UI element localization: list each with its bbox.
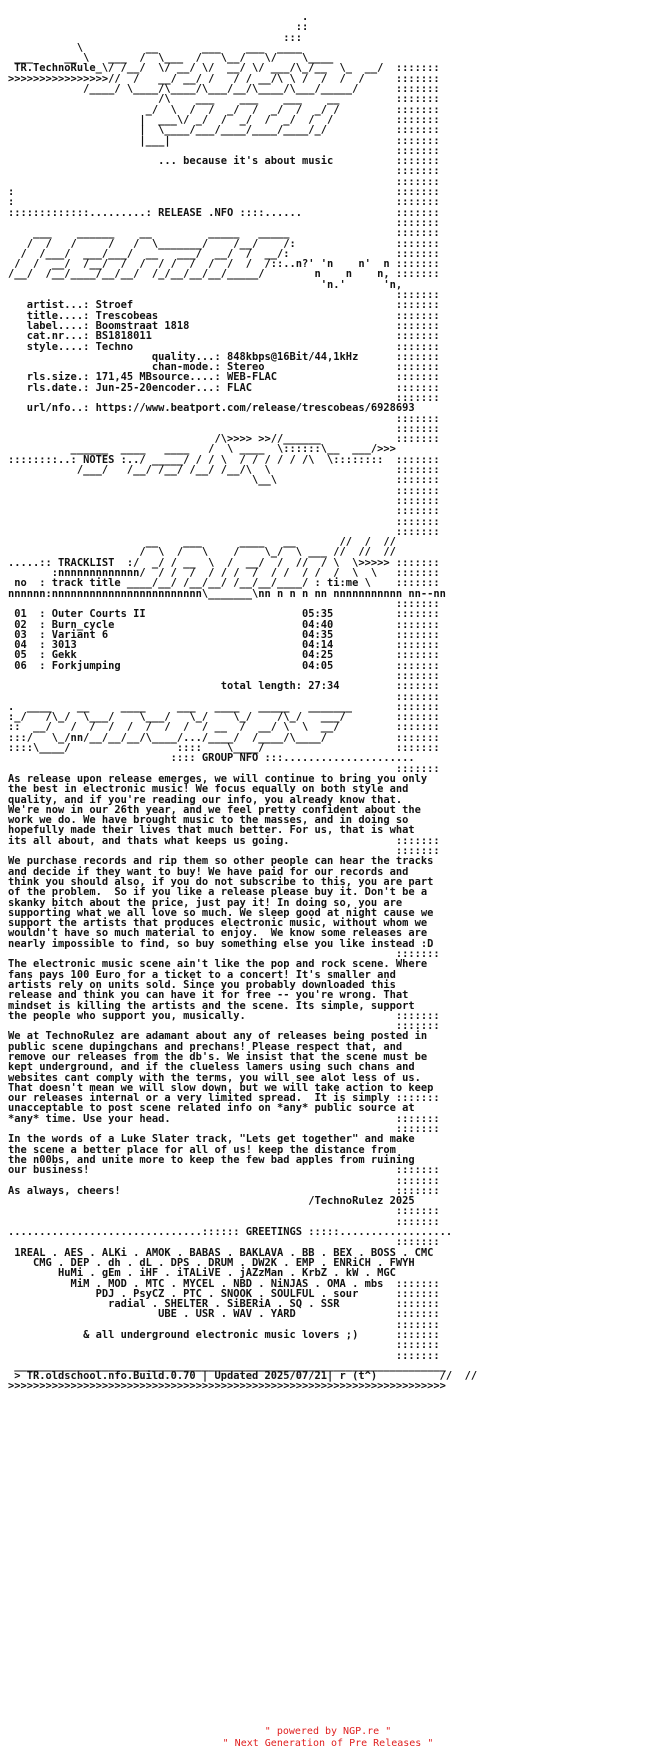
nfo-line: ::::::: xyxy=(8,515,440,528)
nfo-line: /__/ /__/____/__/__/ /_/__/__/__/_____/ n n n, ::::::: xyxy=(8,268,440,281)
group-nfo-paragraph: public scene dupingchans and prechans! Please respect that, and xyxy=(8,1040,403,1053)
nfo-line: ::::::: xyxy=(8,690,440,703)
group-nfo-paragraph: supporting what we all love so much. We sleep good at night cause we xyxy=(8,906,434,919)
track-row: 04 : 3013 04:14 ::::::: xyxy=(8,639,440,652)
group-nfo-paragraph: hopefully made their lives that much better. For us, that is what xyxy=(8,824,415,837)
nfo-line: >>>>>>>>>>>>>>>>// / __/ __/ / / / __/\ \ / / / / ::::::: xyxy=(8,72,440,85)
nfo-line: . xyxy=(8,11,396,23)
group-nfo-paragraph: artists rely on units sold. Since you probably downloaded this xyxy=(8,978,396,991)
nfo-line: :: __/ / / / / / / / / __ / __/ \ \ __/ ::::::: xyxy=(8,721,440,734)
nfo-line: :_/ /\_/ \___/ \___/ \_/ \_/ /\_/ ___/ ::::::: xyxy=(8,711,440,724)
nfo-line: ___ ______ __ _____ _____ ::::::: xyxy=(8,227,440,240)
group-nfo-paragraph: mindset is killing the artists and the scene. Its simple, support xyxy=(8,999,415,1012)
group-nfo-paragraph: As release upon release emerges, we will continue to bring you only xyxy=(8,772,428,785)
group-nfo-paragraph: our releases internal or a very limited spread. It is simply ::::::: xyxy=(8,1092,440,1105)
group-nfo-paragraph: nearly impossible to find, so buy something else you like instead :D xyxy=(8,937,434,950)
greeting-line: CMG . DEP . dh . dL . DPS . DRUM . DW2K . EMP . ENRiCH . FWYH xyxy=(8,1256,415,1269)
nfo-line: TR.TechnoRule_\/ /__/ \/ __/ \/ __/ \/ ___/\_/__ \_ __/ ::::::: xyxy=(8,62,440,75)
nfo-ascii-document xyxy=(8,12,477,1392)
greeting-line: UBE . USR . WAV . YARD ::::::: xyxy=(8,1308,440,1321)
nfo-line: nnnnnn:nnnnnnnnnnnnnnnnnnnnnnnn\_______\nn n n n nn nnnnnnnnnnn nn--nn xyxy=(8,587,446,600)
greeting-line: PDJ . PsyCZ . PTC . SNOOK . SOULFUL . sour ::::::: xyxy=(8,1287,440,1300)
nfo-line: >>>>>>>>>>>>>>>>>>>>>>>>>>>>>>>>>>>>>>>>>>>>>>>>>>>>>>>>>>>>>>>>>>>>>> xyxy=(8,1380,446,1393)
nfo-line: _/ \ / / _/ / _/ / _/ / ::::::: xyxy=(8,103,440,116)
group-nfo-paragraph: In the words of a Luke Slater track, "Lets get together" and make xyxy=(8,1133,415,1146)
release-url: url/nfo..: https://www.beatport.com/release/trescobeas/6928693 xyxy=(8,402,415,415)
group-nfo-paragraph: and decide if they want to buy! We have paid for our records and xyxy=(8,865,409,878)
nfo-line: ::::::: xyxy=(8,216,440,229)
greeting-line: HuMi . gEm . iHF . iTALiVE . jAZzMan . KrbZ . kW . MGC xyxy=(8,1267,396,1280)
release-artist: artist...: Stroef ::::::: xyxy=(8,299,440,312)
nfo-line: /____/ \____/\____/\___/__/\____/\___/_____/ ::::::: xyxy=(8,83,440,96)
nfo-line: ______ ____ ____ / \ ____ \::::::\__ ___/>>> xyxy=(8,443,396,456)
group-nfo-paragraph: support the artists that produces electronic music, without whom we xyxy=(8,917,428,930)
release-size-source: rls.size.: 171,45 MBsource....: WEB-FLAC ::::::: xyxy=(8,371,440,384)
nfo-footer xyxy=(0,1726,656,1750)
nfo-line: / \ / \ / \_/ \ ___ // // // xyxy=(8,546,396,559)
nfo-line: ::::::: xyxy=(8,1236,440,1249)
greetings-closing: & all underground electronic music lovers ;) ::::::: xyxy=(8,1329,440,1341)
group-nfo-paragraph: work we do. We have brought music to the masses, and in doing so xyxy=(8,814,409,827)
nfo-line: ::::::: xyxy=(8,948,440,961)
track-row: 03 : Variant 6 04:35 ::::::: xyxy=(8,628,440,641)
nfo-line: |___| ::::::: xyxy=(8,134,440,147)
nfo-line: ::::::: xyxy=(8,165,440,178)
nfo-line: ::::::: xyxy=(8,845,440,858)
build-line: > TR.oldschool.nfo.Build.0.70 | Updated 2025/07/21| r (t^) // // xyxy=(8,1370,478,1383)
nfo-line: /\ ___ ___ ___ __ ::::::: xyxy=(8,93,440,106)
nfo-line: ::::::: xyxy=(8,289,440,302)
nfo-line: | \____/___/____/____/____/_/ ::::::: xyxy=(8,124,440,137)
nfo-line: :nnnnnnnnnnnnn/ / / / / / / / / / / / / \ \ ::::::: xyxy=(8,567,440,580)
nfo-line: . ____ __ ____ ___ ____ _____ _______ ::::::: xyxy=(8,700,440,713)
greeting-line: MiM . MOD . MTC . MYCEL . NBD . NiNJAS . OMA . mbs ::::::: xyxy=(8,1277,440,1290)
nfo-line: ::::\____/ :::: \____/ ::::::: xyxy=(8,742,440,755)
nfo-line: ::::::: xyxy=(8,422,440,435)
nfo-line: ::::::: xyxy=(8,762,440,775)
nfo-line: ::::::: xyxy=(8,391,440,404)
group-nfo-paragraph: think you should also, if you do not subscribe to this, you are part xyxy=(8,875,434,888)
release-date-encoder: rls.date.: Jun-25-20encoder...: FLAC ::::::: xyxy=(8,381,440,394)
greeting-line: 1REAL . AES . ALKi . AMOK . BABAS . BAKLAVA . BB . BEX . BOSS . CMC xyxy=(8,1246,434,1259)
group-nfo-paragraph: the people who support you, musically. ::::::: xyxy=(8,1009,440,1022)
group-nfo-paragraph: *any* time. Use your head. ::::::: xyxy=(8,1112,440,1125)
release-label: label....: Boomstraat 1818 ::::::: xyxy=(8,319,440,332)
brand-tagline: ... because it's about music ::::::: xyxy=(8,155,440,168)
nfo-line: ::::::: xyxy=(8,1349,440,1362)
nfo-line: ::::::: xyxy=(8,1205,440,1218)
nfo-line: ::::::: xyxy=(8,1174,440,1187)
greetings-header: ...............................:::::: GREETINGS :::::.................. xyxy=(8,1226,453,1239)
release-chan-mode: chan-mode.: Stereo ::::::: xyxy=(8,361,440,374)
group-nfo-paragraph: remove our releases from the db's. We insist that the scene must be xyxy=(8,1050,428,1063)
nfo-line: \ __ ___ ___ ____ xyxy=(8,41,396,54)
nfo-line: / /___/ ___/___/ __ ___/ __/ / __/: ::::::: xyxy=(8,247,440,260)
track-row: 02 : Burn_cycle 04:40 ::::::: xyxy=(8,618,440,631)
track-row: 06 : Forkjumping 04:05 ::::::: xyxy=(8,659,440,672)
nfo-line: ::::::: xyxy=(8,484,440,497)
nfo-line: :: xyxy=(8,21,396,34)
group-nfo-paragraph: our business! ::::::: xyxy=(8,1164,440,1177)
nfo-line: /___/ /__/ /__/ /__/ /__/\ \ ::::::: xyxy=(8,464,440,477)
nfo-line: ::: xyxy=(8,31,396,44)
nfo-line: ::::::: xyxy=(8,1339,440,1352)
nfo-line: ::::::: xyxy=(8,525,440,538)
group-nfo-paragraph: We purchase records and rip them so other people can hear the tracks xyxy=(8,855,434,868)
greeting-line: radial . SHELTER . SiBERiA . SQ . SSR ::::::: xyxy=(8,1298,440,1311)
release-style: style....: Techno ::::::: xyxy=(8,340,440,353)
group-nfo-paragraph: of the problem. So if you like a release please buy it. Don't be a xyxy=(8,886,428,899)
nfo-line: ::::::: xyxy=(8,670,440,682)
nfo-line: / / / / / \_______/ /__/ /: ::::::: xyxy=(8,237,440,250)
group-nfo-paragraph: We're now in our 26th year, and we feel pretty confident about the xyxy=(8,803,421,816)
group-nfo-paragraph: the best in electronic music! We focus equally on both style and xyxy=(8,783,409,796)
track-row: 05 : Gekk 04:25 ::::::: xyxy=(8,649,440,662)
nfo-line: /\>>>> >>//______ ::::::: xyxy=(8,433,440,446)
nfo-line: \__\ ::::::: xyxy=(8,474,440,487)
group-nfo-paragraph: That doesn't mean we will slow down, but we will take action to keep xyxy=(8,1081,434,1094)
nfo-line: : ::::::: xyxy=(8,196,440,209)
group-nfo-paragraph: We at TechnoRulez are adamant about any of releases being posted in xyxy=(8,1030,428,1043)
nfo-line: ::::::: xyxy=(8,505,440,518)
nfo-line: ::::::: xyxy=(8,412,440,425)
group-nfo-paragraph: unacceptable to post scene related info on *any* public source at xyxy=(8,1102,415,1115)
group-nfo-paragraph: skanky bitch about the price, just pay it! In doing so, you are xyxy=(8,896,403,909)
tracklist-total: total length: 27:34 ::::::: xyxy=(8,680,440,693)
nfo-line: ::::::: xyxy=(8,175,440,188)
nfo-line: ::::::: xyxy=(8,494,440,507)
group-nfo-paragraph: The electronic music scene ain't like the pop and rock scene. Where xyxy=(8,958,428,971)
nfo-line: ::::::: xyxy=(8,1318,440,1331)
nfo-line: ___ __ \ ___ / \___ / \__/ \/ \____ xyxy=(8,52,396,65)
group-nfo-paragraph: As always, cheers! ::::::: xyxy=(8,1184,440,1197)
group-nfo-signature: /TechnoRulez 2025 xyxy=(8,1195,415,1208)
group-nfo-paragraph: the scene a better place for all of us! keep the distance from xyxy=(8,1143,396,1156)
nfo-line: : ::::::: xyxy=(8,186,440,199)
group-nfo-paragraph: fans pays 100 Euro for a ticket to a concert! It's smaller and xyxy=(8,968,396,981)
group-nfo-paragraph: kept underground, and if the clueless lamers using such chans and xyxy=(8,1061,415,1074)
group-nfo-paragraph: the n00bs, and unite more to keep the few bad apples from ruining xyxy=(8,1153,415,1166)
nfo-line: :::/ \_/nn/__/__/__/\____/.../____/ /____/\____/ ::::::: xyxy=(8,731,440,744)
nfo-line: ::::::: xyxy=(8,1215,440,1228)
group-nfo-paragraph: its all about, and thats what keeps us going. ::::::: xyxy=(8,834,440,847)
nfo-line: ::::::: xyxy=(8,1123,440,1136)
notes-header: ::::::::..: NOTES :../ _____/ / / \ / / / / / /\ \:::::::: ::::::: xyxy=(8,453,440,466)
release-quality: quality...: 848kbps@16Bit/44,1kHz ::::::: xyxy=(8,350,440,363)
group-nfo-header: :::: GROUP NFO :::..................... xyxy=(8,752,415,765)
group-nfo-paragraph: websites cant comply with the terms, you will see alot less of us. xyxy=(8,1071,421,1084)
tracklist-columns: no : track title ____/__/ /__/__/ /__/__/____/ : ti:me \ ::::::: xyxy=(8,577,440,590)
release-header: :::::::::::::.........: RELEASE .NFO ::::...... ::::::: xyxy=(8,206,440,219)
footer-powered-by: " powered by NGP.re " xyxy=(264,1726,392,1737)
group-nfo-paragraph: release and think you can have it for free -- you're wrong. That xyxy=(8,989,409,1002)
nfo-line: ::::::: xyxy=(8,597,440,610)
group-nfo-paragraph: wouldn't have so much material to enjoy. We know some releases are xyxy=(8,927,428,940)
nfo-line: __ ___ ____ __ // / // xyxy=(8,536,396,549)
track-row: 01 : Outer Courts II 05:35 ::::::: xyxy=(8,608,440,621)
nfo-line: ::::::: xyxy=(8,1020,440,1033)
nfo-line: 'n.' 'n, xyxy=(8,278,403,291)
nfo-line: | ___\/ _/ / _/ / _/ / / ::::::: xyxy=(8,113,440,126)
release-title: title....: Trescobeas ::::::: xyxy=(8,309,440,322)
nfo-line: / / __/ /__/ / / / / / / / / /::..n?' 'n n' n ::::::: xyxy=(8,258,440,271)
release-cat-nr: cat.nr...: BS1818011 ::::::: xyxy=(8,330,440,343)
nfo-line: _____________________________________________________________________ xyxy=(8,1359,446,1372)
tracklist-header: .....:: TRACKLIST :/ _/ / __ \ / __/ / // / \ \>>>>> ::::::: xyxy=(8,556,440,569)
nfo-line: ::::::: xyxy=(8,144,440,157)
group-nfo-paragraph: quality, and if you're reading our info, you already know that. xyxy=(8,793,403,806)
footer-tagline: " Next Generation of Pre Releases " xyxy=(222,1738,434,1749)
